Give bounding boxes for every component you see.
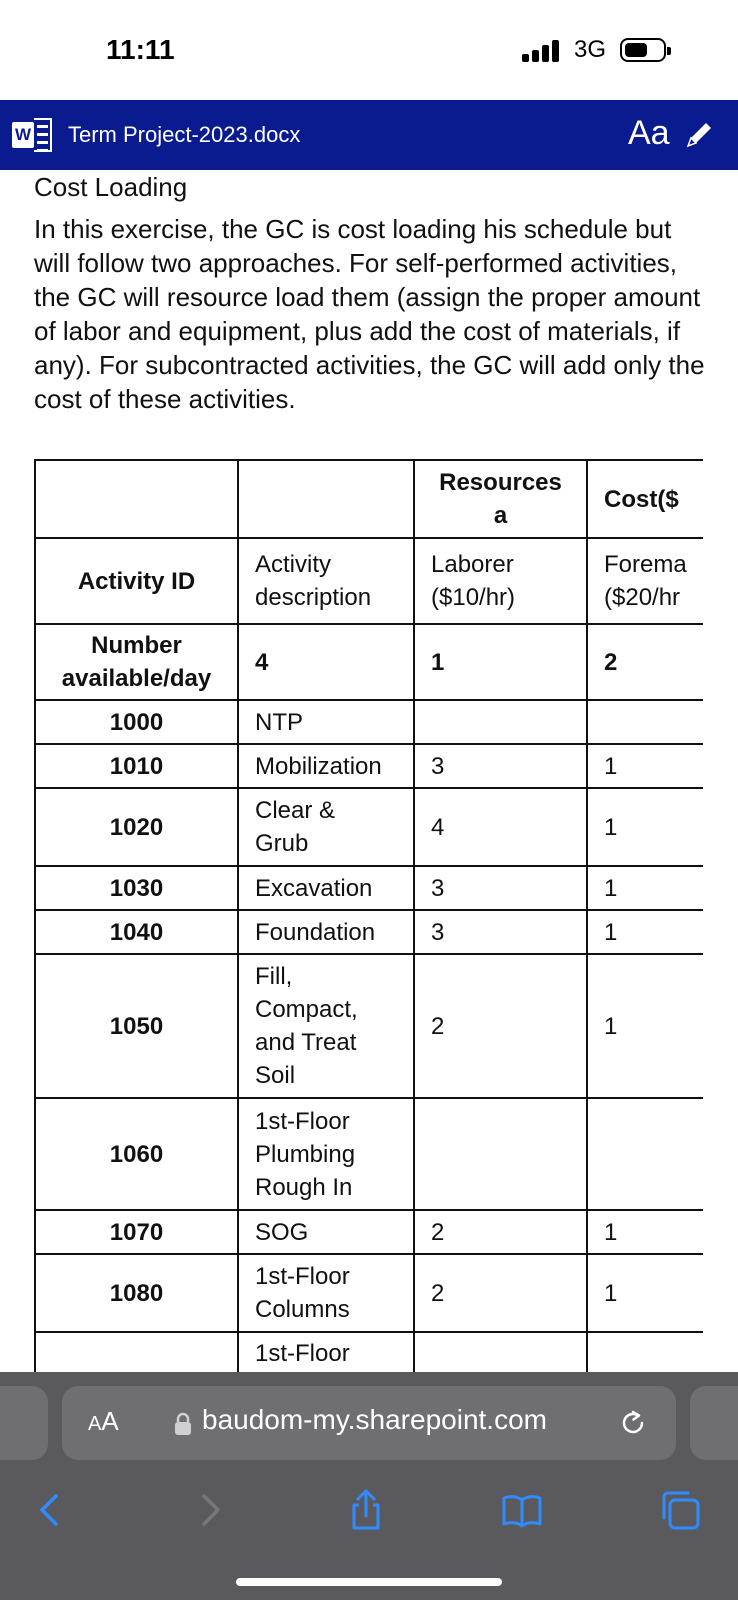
status-bar <box>0 0 738 100</box>
activity-description-cell: 1st-Floor <box>238 1332 414 1372</box>
activity-description-header: Activity description <box>238 538 414 624</box>
table-cell: 1 <box>414 624 587 700</box>
next-tab-preview[interactable] <box>690 1386 738 1460</box>
laborer-cell <box>414 700 587 744</box>
activity-description-cell: Clear & Grub <box>238 788 414 866</box>
activity-description-cell: Excavation <box>238 866 414 910</box>
number-available-row <box>35 624 703 700</box>
laborer-cell: 4 <box>414 788 587 866</box>
network-type: 3G <box>574 36 607 63</box>
activity-id-cell: 1020 <box>35 788 238 866</box>
activity-description-cell: SOG <box>238 1210 414 1254</box>
activity-description-cell: Foundation <box>238 910 414 954</box>
foreman-cell: 1 <box>587 1254 703 1332</box>
resources-header-cell: Resources a <box>414 460 587 538</box>
table-row <box>35 1098 703 1210</box>
word-logo-icon: W <box>12 118 52 152</box>
cellular-signal-icon <box>522 40 562 62</box>
foreman-cell <box>587 1098 703 1210</box>
foreman-header: Forema ($20/hr <box>587 538 703 624</box>
status-time: 11:11 <box>106 34 175 65</box>
activity-id-header: Activity ID <box>35 538 238 624</box>
format-text-button[interactable]: Aa <box>628 114 670 152</box>
table-cell <box>35 460 238 538</box>
table-cell: 2 <box>587 624 703 700</box>
word-header-bar <box>0 100 738 170</box>
table-cell: 4 <box>238 624 414 700</box>
table-row <box>35 788 703 866</box>
previous-tab-preview[interactable] <box>0 1386 48 1460</box>
activity-description-cell: Fill, Compact, and Treat Soil <box>238 954 414 1098</box>
table-cell <box>238 460 414 538</box>
home-indicator[interactable] <box>236 1578 502 1586</box>
activity-id-cell: 1050 <box>35 954 238 1098</box>
foreman-cell: 1 <box>587 910 703 954</box>
browser-address-area <box>0 1372 738 1462</box>
table-row <box>35 1332 703 1372</box>
document-body <box>0 170 738 1372</box>
activity-id-cell: 1070 <box>35 1210 238 1254</box>
share-icon[interactable] <box>344 1488 388 1532</box>
table-row <box>35 910 703 954</box>
cost-loading-table <box>34 459 703 1372</box>
activity-id-cell: 1030 <box>35 866 238 910</box>
foreman-cell <box>587 1332 703 1372</box>
table-header-row <box>35 460 703 538</box>
foreman-cell: 1 <box>587 954 703 1098</box>
table-row <box>35 1210 703 1254</box>
table-row <box>35 1254 703 1332</box>
intro-paragraph: In this exercise, the GC is cost loading his schedule but will follow two approaches. For self-performed activities, the GC will resource load them (assign the proper amount of labor and equipment, plus add the cost of materials, if any). For subcontracted activities, the GC will add only the cost of these activities. <box>34 214 705 414</box>
laborer-cell: 2 <box>414 954 587 1098</box>
table-row <box>35 744 703 788</box>
activity-description-cell: NTP <box>238 700 414 744</box>
document-title: Term Project-2023.docx <box>68 122 301 147</box>
laborer-cell: 2 <box>414 1254 587 1332</box>
laborer-cell <box>414 1098 587 1210</box>
lock-icon <box>174 1412 192 1436</box>
table-row <box>35 954 703 1098</box>
activity-description-cell: Mobilization <box>238 744 414 788</box>
address-bar[interactable] <box>62 1386 676 1460</box>
foreman-cell: 1 <box>587 1210 703 1254</box>
activity-id-cell <box>35 1332 238 1372</box>
activity-id-cell: 1040 <box>35 910 238 954</box>
laborer-cell: 3 <box>414 744 587 788</box>
section-heading: Cost Loading <box>34 172 188 202</box>
activity-description-cell: 1st-Floor Columns <box>238 1254 414 1332</box>
browser-toolbar <box>0 1462 738 1600</box>
table-row <box>35 700 703 744</box>
laborer-cell: 2 <box>414 1210 587 1254</box>
activity-description-cell: 1st-Floor Plumbing Rough In <box>238 1098 414 1210</box>
page-text-size-button[interactable]: AA <box>88 1406 119 1436</box>
foreman-cell: 1 <box>587 788 703 866</box>
url-text[interactable]: baudom-my.sharepoint.com <box>202 1404 547 1435</box>
activity-id-cell: 1060 <box>35 1098 238 1210</box>
forward-chevron-icon[interactable] <box>188 1488 232 1532</box>
activity-id-cell: 1010 <box>35 744 238 788</box>
cost-header-cell: Cost($ <box>587 460 703 538</box>
laborer-cell: 3 <box>414 910 587 954</box>
foreman-cell: 1 <box>587 744 703 788</box>
laborer-cell: 3 <box>414 866 587 910</box>
activity-id-cell: 1000 <box>35 700 238 744</box>
laborer-header: Laborer ($10/hr) <box>414 538 587 624</box>
activity-id-cell: 1080 <box>35 1254 238 1332</box>
laborer-cell <box>414 1332 587 1372</box>
bookmarks-icon[interactable] <box>500 1488 544 1532</box>
foreman-cell <box>587 700 703 744</box>
tabs-icon[interactable] <box>658 1488 702 1532</box>
edit-pencil-icon[interactable] <box>684 118 716 150</box>
back-chevron-icon[interactable] <box>28 1488 72 1532</box>
number-available-label: Number available/day <box>35 624 238 700</box>
battery-icon <box>620 38 666 62</box>
table-column-row <box>35 538 703 624</box>
table-row <box>35 866 703 910</box>
reload-icon[interactable] <box>618 1408 648 1438</box>
foreman-cell: 1 <box>587 866 703 910</box>
